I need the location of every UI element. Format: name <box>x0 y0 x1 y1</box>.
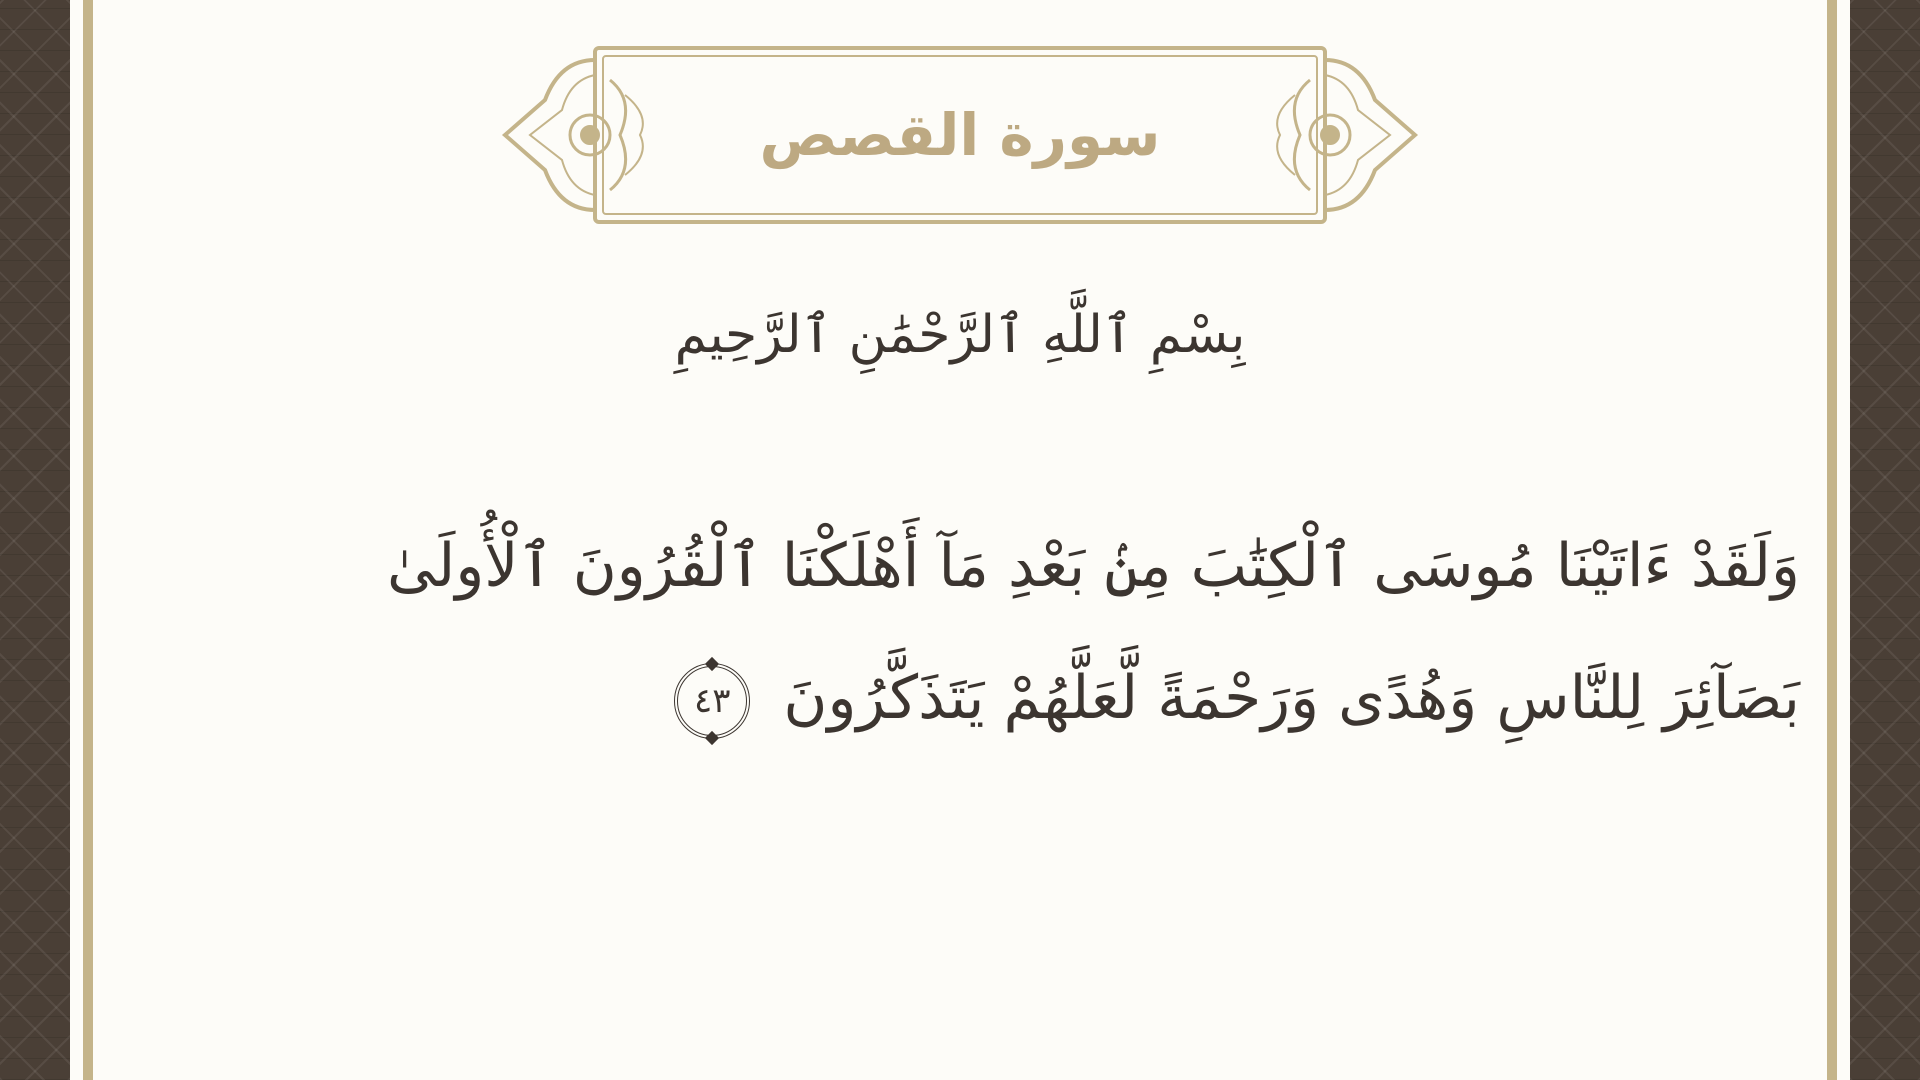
surah-banner <box>500 40 1420 230</box>
verse-line-2-text: بَصَآئِرَ لِلنَّاسِ وَهُدًى وَرَحْمَةً لَّعَلَّهُمْ يَتَذَكَّرُونَ <box>783 663 1800 733</box>
right-ornamental-border <box>1850 0 1920 1080</box>
left-gold-line <box>83 0 93 1080</box>
left-ornamental-border <box>0 0 70 1080</box>
basmala: بِسْمِ ٱللَّهِ ٱلرَّحْمَٰنِ ٱلرَّحِيمِ <box>674 305 1246 365</box>
ayah-number-marker: ٤٣ <box>674 663 750 739</box>
verse-text <box>370 500 1800 764</box>
verse-line-1: وَلَقَدْ ءَاتَيْنَا مُوسَى ٱلْكِتَٰبَ مِنۢ بَعْدِ مَآ أَهْلَكْنَا ٱلْقُرُونَ ٱلْأُولَىٰ <box>387 531 1800 601</box>
verse-line-2 <box>370 632 1800 764</box>
right-gold-line <box>1827 0 1837 1080</box>
surah-title: سورة القصص <box>759 101 1161 169</box>
